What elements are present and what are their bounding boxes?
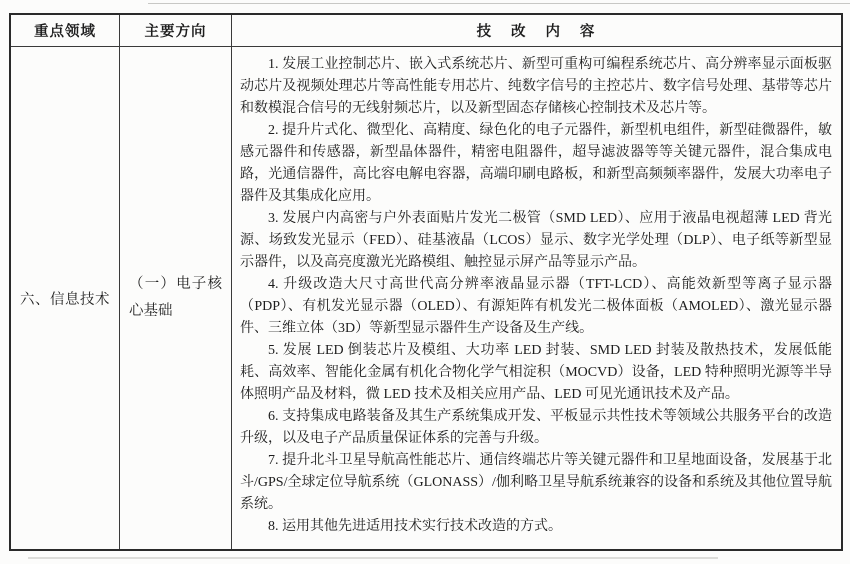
cell-main-direction [120, 47, 232, 549]
content-item-3: 3. 发展户内高密与户外表面贴片发光二极管（SMD LED）、应用于液晶电视超薄 LED 背光源、场致发光显示（FED）、硅基液晶（LCOS）显示、数字光学处理（DLP）、电子纸等新型显示器件，以及高亮度激光光路模组、触控显示屏产品等显示产品。 [240, 211, 832, 270]
scan-artifact-line-bottom [28, 557, 718, 559]
content-item-5: 5. 发展 LED 倒装芯片及模组、大功率 LED 封装、SMD LED 封装及散热技术，发展低能耗、高效率、智能化金属有机化合物化学气相淀积（MOCVD）设备，LED 特种照明光源等半导体照明产品及材料，微 LED 技术及相关应用产品、LED 可见光通讯技术及产品。 [240, 343, 832, 402]
tech-reform-table [9, 13, 843, 551]
cell-key-area [11, 47, 120, 549]
content-item-6: 6. 支持集成电路装备及其生产系统集成开发、平板显示共性技术等领域公共服务平台的改造升级，以及电子产品质量保证体系的完善与升级。 [240, 409, 832, 446]
content-item-2: 2. 提升片式化、微型化、高精度、绿色化的电子元器件，新型机电组件，新型硅微器件，敏感元器件和传感器，新型晶体器件，精密电阻器件，超导滤波器等等关键元器件，混合集成电路，光通信器件，高比容电解电容器，高端印刷电路板，和新型高频频率器件，发展大功率电子器件及其集成化应用。 [240, 123, 832, 204]
main-direction-label: （一）电子核心基础 [129, 276, 222, 319]
table-body-row [11, 47, 841, 549]
content-item-7: 7. 提升北斗卫星导航高性能芯片、通信终端芯片等关键元器件和卫星地面设备，发展基于北斗/GPS/全球定位导航系统（GLONASS）/伽利略卫星导航系统兼容的设备和系统及其他位置导航系统。 [240, 453, 832, 512]
scan-artifact-line-top [148, 3, 850, 4]
content-item-1: 1. 发展工业控制芯片、嵌入式系统芯片、新型可重构可编程系统芯片、高分辨率显示面板驱动芯片及视频处理芯片等高性能专用芯片、纯数字信号的主控芯片、数字信号处理、基带等芯片和数模混合信号的无线射频芯片，以及新型固态存储核心控制技术及芯片等。 [240, 57, 832, 116]
table-header-row [11, 15, 841, 47]
key-area-label: 六、信息技术 [20, 291, 110, 308]
content-item-4: 4. 升级改造大尺寸高世代高分辨率液晶显示器（TFT-LCD）、高能效新型等离子显示器（PDP）、有机发光显示器（OLED）、有源矩阵有机发光二极体面板（AMOLED）、激光显示器件、三维立体（3D）等新型显示器件生产设备及生产线。 [240, 277, 832, 336]
header-key-area: 重点领域 [11, 15, 120, 46]
header-content: 技 改 内 容 [476, 24, 597, 40]
header-main-direction: 主要方向 [120, 15, 232, 46]
content-item-8: 8. 运用其他先进适用技术实行技术改造的方式。 [268, 519, 562, 534]
cell-tech-reform-content [232, 47, 841, 549]
